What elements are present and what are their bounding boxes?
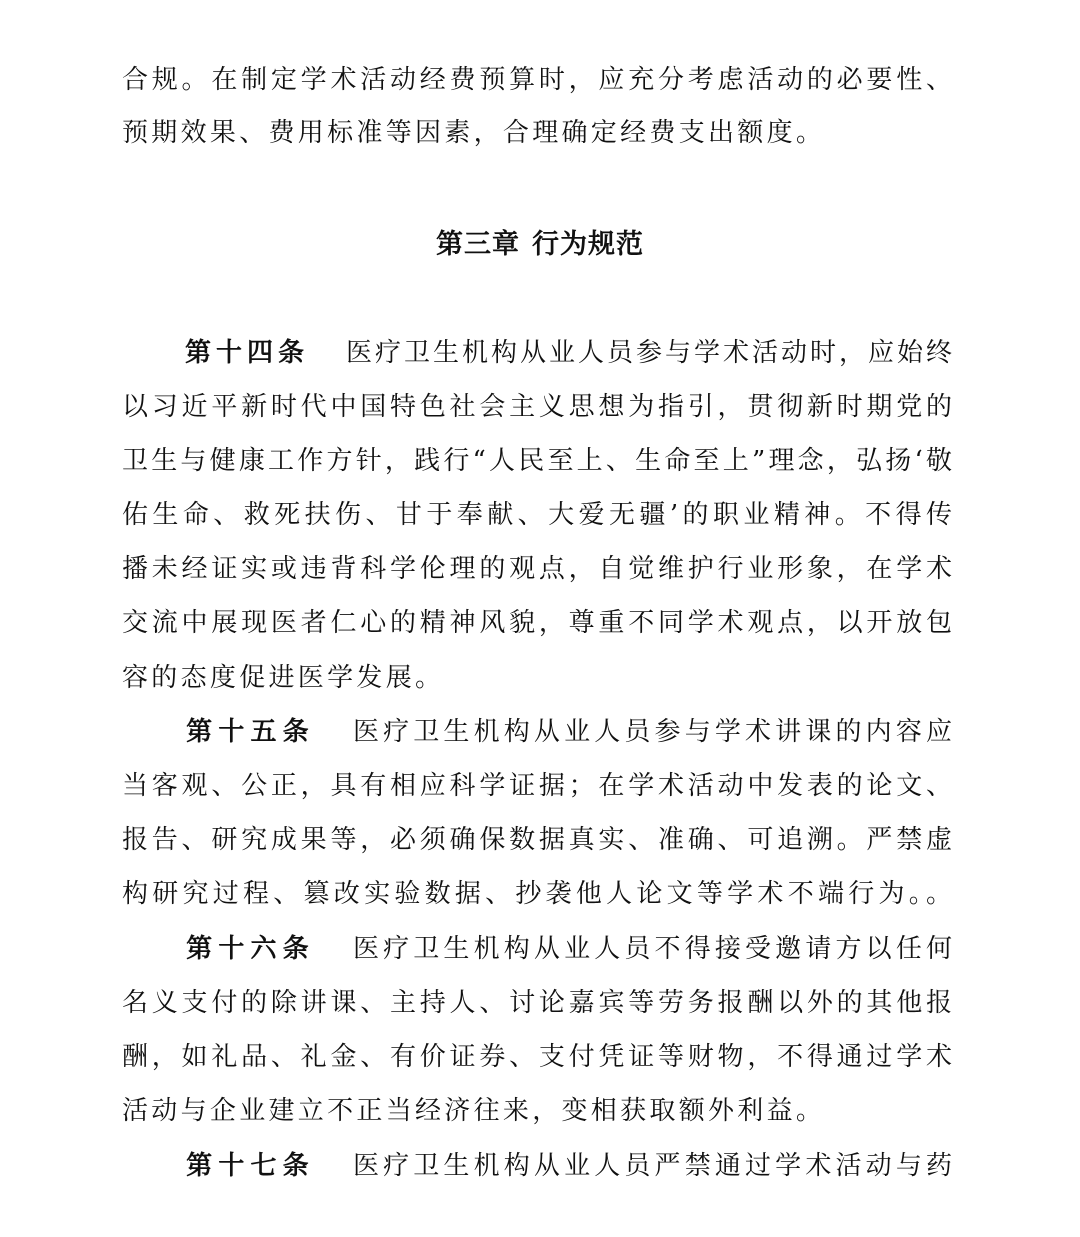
article-14-line-6: 交流中展现医者仁心的精神风貌，尊重不同学术观点，以开放包: [122, 608, 952, 638]
intro-line-1: 合规。在制定学术活动经费预算时，应充分考虑活动的必要性、: [122, 65, 952, 95]
article-17-label: 第十七条: [182, 1151, 315, 1181]
article-16-label: 第十六条: [182, 934, 315, 964]
article-14-label: 第十四条: [182, 338, 309, 368]
article-15-line-3: 报告、研究成果等，必须确保数据真实、准确、可追溯。严禁虚: [122, 825, 952, 855]
article-16-line-3: 酬，如礼品、礼金、有价证券、支付凭证等财物，不得通过学术: [122, 1042, 952, 1072]
article-16-line-4: 活动与企业建立不正当经济往来，变相获取额外利益。: [122, 1096, 826, 1126]
article-14-line-7: 容的态度促进医学发展。: [122, 663, 445, 693]
article-14-line-3: 卫生与健康工作方针，践行“人民至上、生命至上”理念，弘扬‘敬: [122, 446, 952, 476]
chapter-number: 第三章: [436, 229, 520, 260]
article-14-first-line: [122, 333, 952, 373]
article-14-line-5: 播未经证实或违背科学伦理的观点，自觉维护行业形象，在学术: [122, 554, 952, 584]
article-14-line-4: 佑生命、救死扶伤、甘于奉献、大爱无疆’的职业精神。不得传: [122, 500, 952, 530]
article-15-line-1: 医疗卫生机构从业人员参与学术讲课的内容应: [348, 717, 952, 747]
article-15-line-4: 构研究过程、篡改实验数据、抄袭他人论文等学术不端行为。。: [122, 879, 952, 909]
intro-line-2: 预期效果、费用标准等因素，合理确定经费支出额度。: [122, 118, 826, 148]
article-17-line-1: 医疗卫生机构从业人员严禁通过学术活动与药: [348, 1151, 952, 1181]
article-16-line-1: 医疗卫生机构从业人员不得接受邀请方以任何: [348, 934, 952, 964]
article-15-label: 第十五条: [182, 717, 315, 747]
chapter-heading: [0, 225, 1080, 265]
chapter-title: 行为规范: [532, 229, 644, 260]
article-15-first-line: [122, 712, 952, 752]
article-14-line-1: 医疗卫生机构从业人员参与学术活动时，应始终: [343, 338, 952, 368]
article-16-line-2: 名义支付的除讲课、主持人、讨论嘉宾等劳务报酬以外的其他报: [122, 988, 952, 1018]
article-16-first-line: [122, 929, 952, 969]
article-14-line-2: 以习近平新时代中国特色社会主义思想为指引，贯彻新时期党的: [122, 392, 952, 422]
article-15-line-2: 当客观、公正，具有相应科学证据；在学术活动中发表的论文、: [122, 771, 952, 801]
article-17-first-line: [122, 1146, 952, 1186]
